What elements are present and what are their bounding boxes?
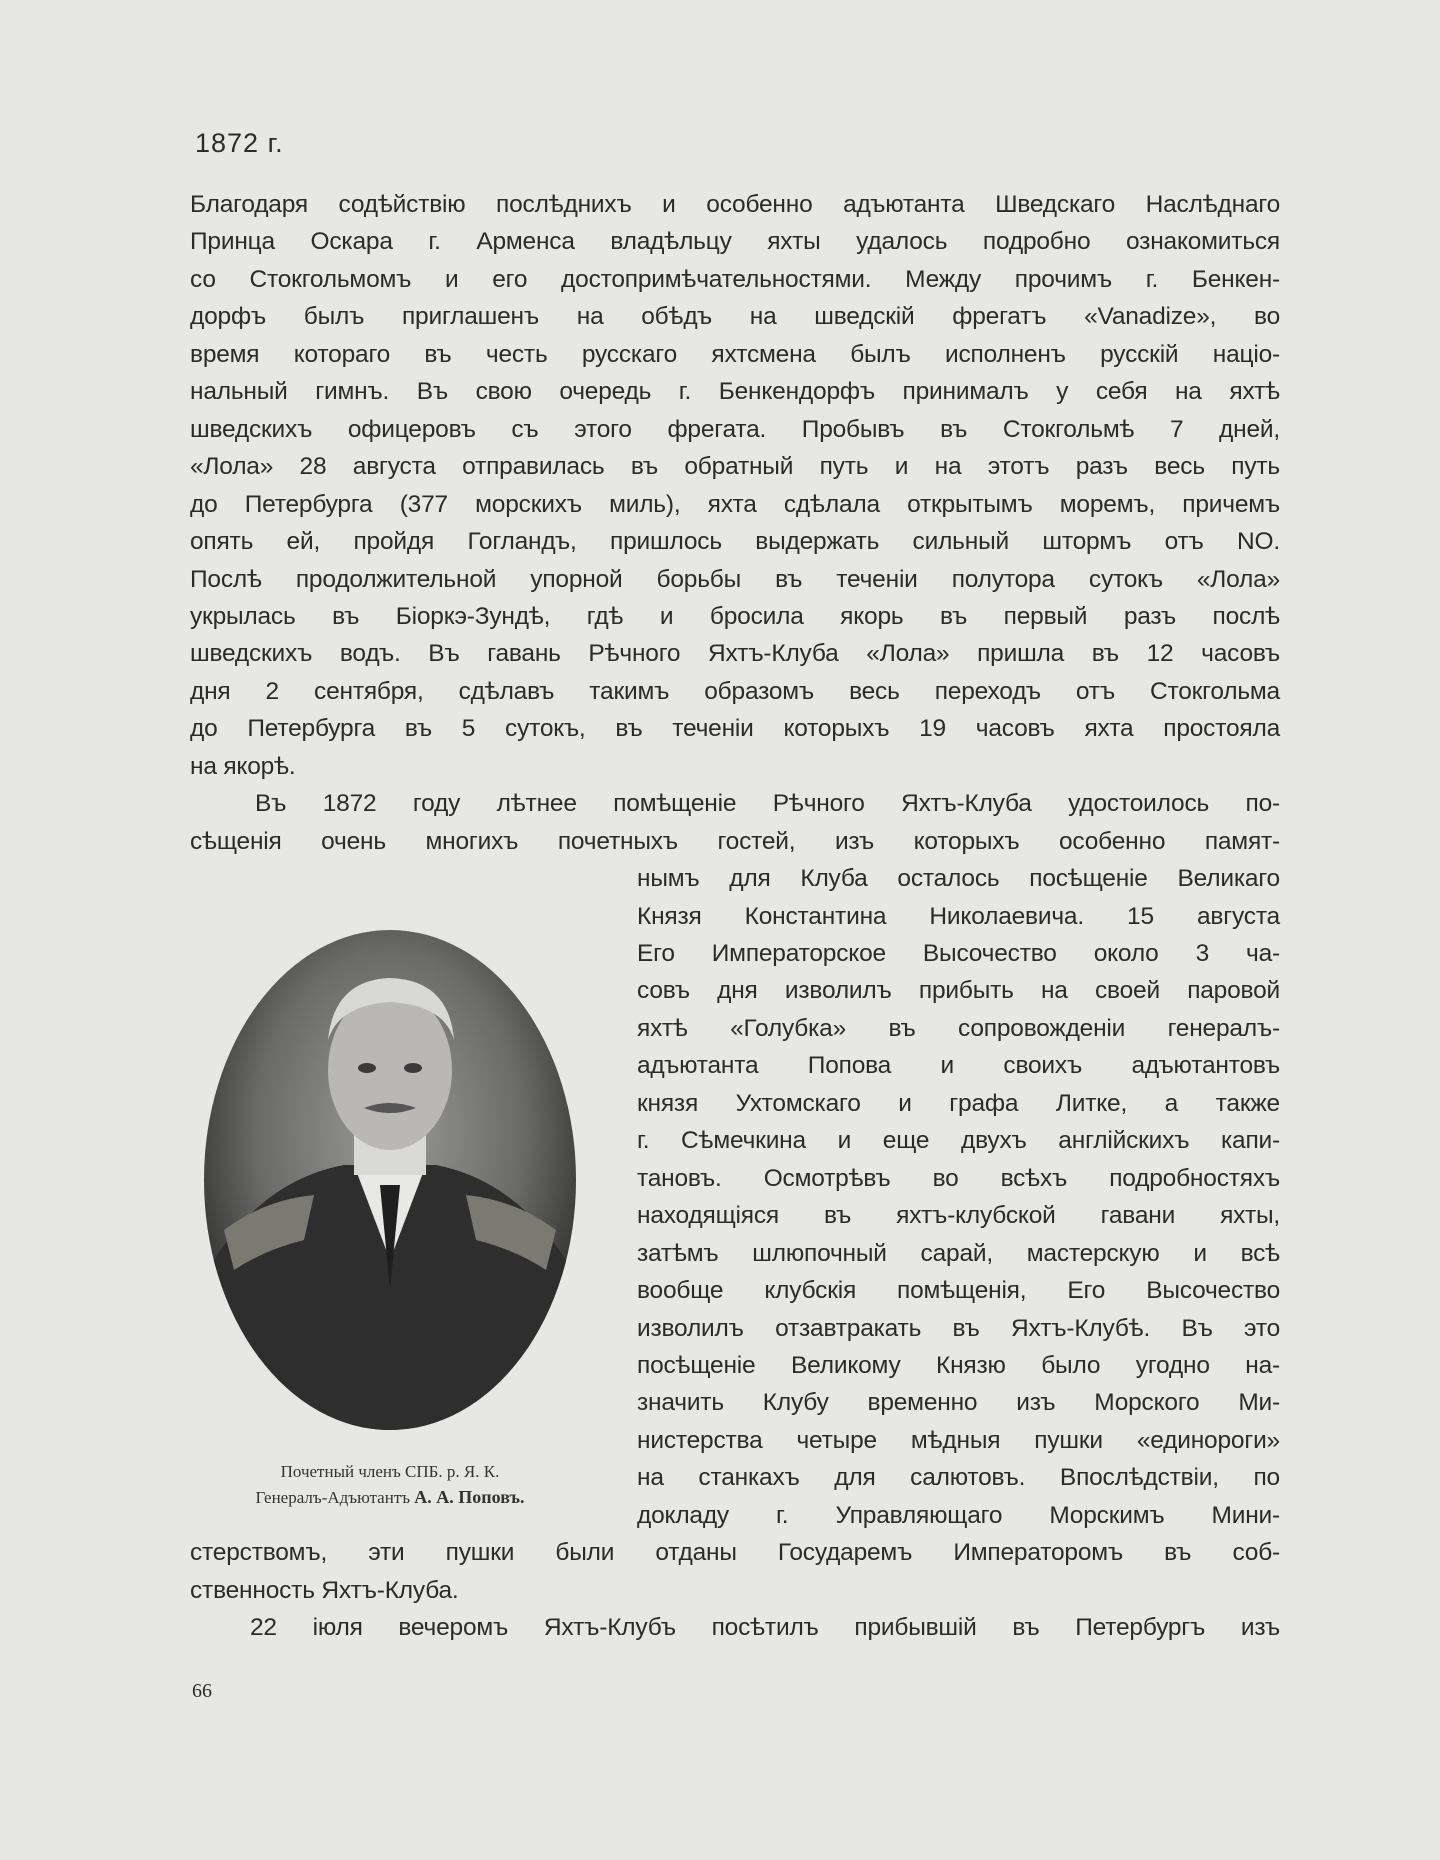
- text-line: адъютанта Попова и своихъ адъютантовъ: [637, 1052, 1280, 1080]
- text-line: на станкахъ для салютовъ. Впослѣдствіи, по: [637, 1464, 1280, 1492]
- text-line: 22 іюля вечеромъ Яхтъ-Клубъ посѣтилъ прибывшій въ Петербургъ изъ: [250, 1614, 1280, 1642]
- portrait-photo: [204, 930, 576, 1430]
- text-line: затѣмъ шлюпочный сарай, мастерскую и всѣ: [637, 1239, 1280, 1267]
- text-line: князя Ухтомскаго и графа Литке, а также: [637, 1089, 1280, 1117]
- text-line: укрылась въ Біоркэ-Зундѣ, гдѣ и бросила якорь въ первый разъ послѣ: [190, 602, 1280, 630]
- text-line: совъ дня изволилъ прибыть на своей паровой: [637, 977, 1280, 1005]
- text-line: нальный гимнъ. Въ свою очередь г. Бенкендорфъ принималъ у себя на яхтѣ: [190, 378, 1280, 406]
- text-line: Принца Оскара г. Арменса владѣльцу яхты удалось подробно ознакомиться: [190, 228, 1280, 256]
- text-line: сѣщенія очень многихъ почетныхъ гостей, изъ которыхъ особенно памят-: [190, 827, 1280, 855]
- photo-caption-line2: [160, 1485, 620, 1510]
- text-line: дня 2 сентября, сдѣлавъ такимъ образомъ весь переходъ отъ Стокгольма: [190, 677, 1280, 705]
- text-line: Въ 1872 году лѣтнее помѣщеніе Рѣчного Яхтъ-Клуба удостоилось по-: [255, 790, 1280, 818]
- text-line: шведскихъ водъ. Въ гавань Рѣчного Яхтъ-Клуба «Лола» пришла въ 12 часовъ: [190, 640, 1280, 668]
- text-line: нистерства четыре мѣдныя пушки «единороги»: [637, 1426, 1280, 1454]
- text-line: Его Императорское Высочество около 3 ча-: [637, 940, 1280, 967]
- text-line: «Лола» 28 августа отправилась въ обратный путь и на этотъ разъ весь путь: [190, 453, 1280, 481]
- text-line: стерствомъ, эти пушки были отданы Государемъ Императоромъ въ соб-: [190, 1539, 1280, 1567]
- text-line: Послѣ продолжительной упорной борьбы въ теченіи полутора сутокъ «Лола»: [190, 565, 1280, 593]
- text-line: вообще клубскія помѣщенія, Его Высочество: [637, 1277, 1280, 1305]
- text-line: ственность Яхтъ-Клуба.: [190, 1576, 459, 1604]
- text-line: нымъ для Клуба осталось посѣщеніе Великаго: [637, 865, 1280, 893]
- text-line: до Петербурга (377 морскихъ миль), яхта сдѣлала открытымъ моремъ, причемъ: [190, 490, 1280, 518]
- text-line: время котораго въ честь русскаго яхтсмена былъ исполненъ русскій націо-: [190, 340, 1280, 368]
- text-line: до Петербурга въ 5 сутокъ, въ теченіи которыхъ 19 часовъ яхта простояла: [190, 715, 1280, 743]
- text-line: значить Клубу временно изъ Морского Ми-: [637, 1389, 1280, 1417]
- text-line: на якорѣ.: [190, 752, 296, 780]
- text-line: шведскихъ офицеровъ съ этого фрегата. Пробывъ въ Стокгольмѣ 7 дней,: [190, 415, 1280, 443]
- text-line: со Стокгольмомъ и его достопримѣчательностями. Между прочимъ г. Бенкен-: [190, 265, 1280, 293]
- text-line: тановъ. Осмотрѣвъ во всѣхъ подробностяхъ: [637, 1164, 1280, 1192]
- caption-name: А. А. Поповъ.: [414, 1487, 525, 1507]
- text-line: докладу г. Управляющаго Морскимъ Мини-: [637, 1501, 1280, 1529]
- text-line: г. Сѣмечкина и еще двухъ англійскихъ капи-: [637, 1127, 1280, 1155]
- text-line: изволилъ отзавтракать въ Яхтъ-Клубѣ. Въ это: [637, 1314, 1280, 1342]
- text-line: находящіяся въ яхтъ-клубской гавани яхты,: [637, 1202, 1280, 1230]
- page-header-year: 1872 г.: [195, 128, 284, 158]
- caption-title: Генералъ-Адъютантъ: [255, 1488, 411, 1507]
- photo-caption-line1: Почетный членъ СПБ. р. Я. К.: [280, 1462, 500, 1481]
- text-line: посѣщеніе Великому Князю было угодно на-: [637, 1351, 1280, 1379]
- text-line: опять ей, пройдя Гогландъ, пришлось выдержать сильный штормъ отъ NO.: [190, 528, 1280, 556]
- text-line: дорфъ былъ приглашенъ на обѣдъ на шведскій фрегатъ «Vanadize», во: [190, 303, 1280, 331]
- text-line: Благодаря содѣйствію послѣднихъ и особенно адъютанта Шведскаго Наслѣднаго: [190, 191, 1280, 218]
- text-line: Князя Константина Николаевича. 15 августа: [637, 902, 1280, 930]
- text-line: яхтѣ «Голубка» въ сопровожденіи генералъ-: [637, 1014, 1280, 1042]
- page-number: 66: [192, 1680, 212, 1702]
